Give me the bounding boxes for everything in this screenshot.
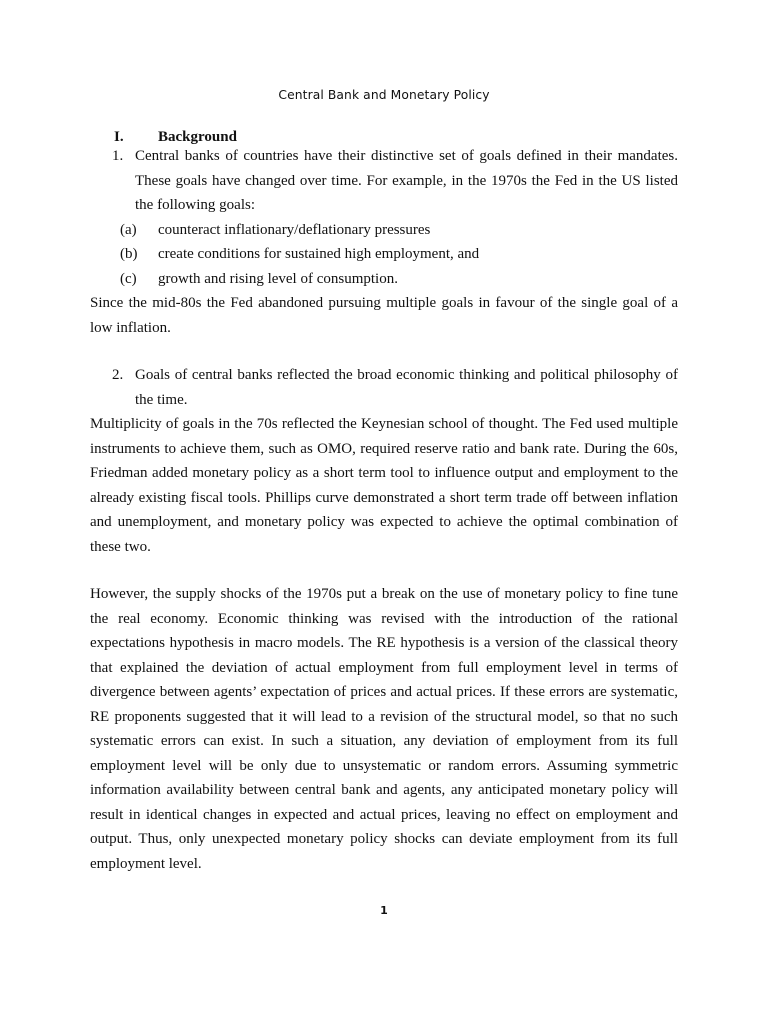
- sublist-item-b: [90, 242, 678, 267]
- sublist-item-b-mark: (b): [120, 246, 138, 262]
- sublist-item-c-text: growth and rising level of consumption.: [158, 270, 398, 287]
- section-heading: Background: [158, 129, 237, 145]
- list-item-1-text: Central banks of countries have their distinctive set of goals defined in their mandates. These goals have changed over time. For example, in the 1970s the Fed in the US listed the following goals:: [135, 148, 678, 213]
- paragraph-1: Since the mid-80s the Fed abandoned pursuing multiple goals in favour of the single goal of a low inflation.: [90, 295, 678, 336]
- sublist: [90, 218, 678, 292]
- paragraph-2: Multiplicity of goals in the 70s reflected the Keynesian school of thought. The Fed used multiple instruments to achieve them, such as OMO, required reserve ratio and bank rate. During the 60s, Friedman added monetary policy as a short term tool to influence output and employment to the already existing fiscal tools. Phillips curve demonstrated a short term trade off between inflation and unemployment, and monetary policy was expected to achieve the optimal combination of these two.: [90, 416, 678, 555]
- list-item-2-text: Goals of central banks reflected the broad economic thinking and political philosophy of the time.: [135, 367, 678, 408]
- document-title: Central Bank and Monetary Policy: [278, 88, 490, 102]
- page-number: 1: [380, 904, 388, 917]
- list-item-1-number: 1.: [112, 148, 124, 164]
- sublist-item-a-mark: (a): [120, 221, 137, 238]
- sublist-item-a-text: counteract inflationary/deflationary pressures: [158, 221, 431, 238]
- list-item-1: [90, 144, 678, 291]
- sublist-item-a: [90, 218, 678, 243]
- list-item-2: [90, 363, 678, 412]
- list-item-2-number: 2.: [112, 367, 124, 383]
- paragraph-3: However, the supply shocks of the 1970s put a break on the use of monetary policy to fine tune the real economy. Economic thinking was revised with the introduction of the rational expectations hypothesis in macro models. The RE hypothesis is a version of the classical theory that explained the deviation of actual employment from full employment level in terms of divergence between agents’ expectation of prices and actual prices. If these errors are systematic, RE proponents suggested that it will lead to a revision of the structural model, so that no such systematic errors can exist. In such a situation, any deviation of employment from its full employment level will be only due to unsystematic or random errors. Assuming symmetric information availability between central bank and agents, any anticipated monetary policy will result in identical changes in expected and actual prices, leaving no effect on employment and output. Thus, only unexpected monetary policy shocks can deviate employment from its full employment level.: [90, 586, 678, 872]
- sublist-item-b-text: create conditions for sustained high employment, and: [158, 246, 480, 262]
- sublist-item-c: [90, 267, 678, 292]
- section-number: I.: [114, 129, 124, 145]
- sublist-item-c-mark: (c): [120, 270, 137, 287]
